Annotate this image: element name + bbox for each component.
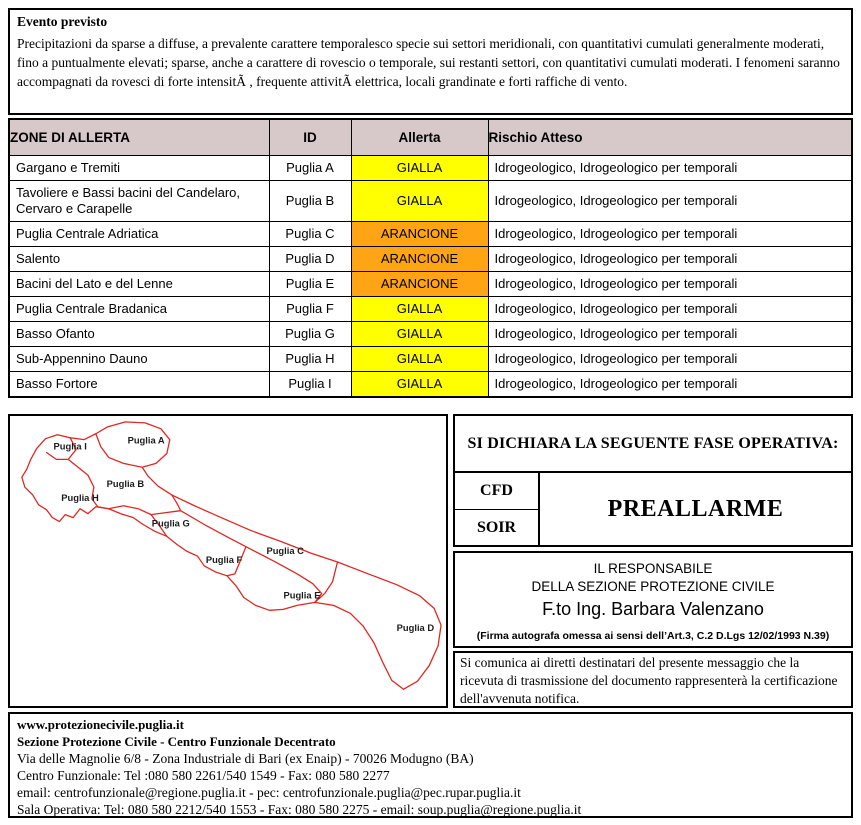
zone-name-cell: Bacini del Lato e del Lenne xyxy=(9,271,269,296)
zone-id-cell: Puglia I xyxy=(269,371,351,397)
soir-label: SOIR xyxy=(455,510,540,545)
allerta-level-cell: ARANCIONE xyxy=(351,271,488,296)
footer-line: Sala Operativa: Tel: 080 580 2212/540 1553 - Fax: 080 580 2275 - email: soup.puglia@regione.puglia.it xyxy=(17,802,582,817)
map-zone-label: Puglia E xyxy=(283,590,321,601)
map-zone-label: Puglia A xyxy=(127,435,165,446)
map-zone-label: Puglia I xyxy=(53,441,87,452)
alert-zones-table xyxy=(8,118,853,398)
header-id: ID xyxy=(269,119,351,155)
rischio-cell: Idrogeologico, Idrogeologico per temporali xyxy=(488,155,852,180)
footer-line: Via delle Magnolie 6/8 - Zona Industriale di Bari (ex Enaip) - 70026 Modugno (BA) xyxy=(17,751,474,766)
cfd-label: CFD xyxy=(455,473,540,510)
responsabile-box xyxy=(453,551,853,648)
table-row xyxy=(9,155,852,180)
allerta-level-cell: GIALLA xyxy=(351,371,488,397)
table-row xyxy=(9,221,852,246)
footer-line: www.protezionecivile.puglia.it xyxy=(17,717,184,732)
footer-line: email: centrofunzionale@regione.puglia.it - pec: centrofunzionale.puglia@pec.rupar.puglia.it xyxy=(17,785,521,800)
alert-table-body xyxy=(9,155,852,397)
zone-id-cell: Puglia A xyxy=(269,155,351,180)
zone-name-cell: Basso Ofanto xyxy=(9,321,269,346)
rischio-cell: Idrogeologico, Idrogeologico per temporali xyxy=(488,271,852,296)
allerta-level-cell: GIALLA xyxy=(351,321,488,346)
zone-id-cell: Puglia C xyxy=(269,221,351,246)
zone-id-cell: Puglia E xyxy=(269,271,351,296)
zone-name-cell: Puglia Centrale Adriatica xyxy=(9,221,269,246)
zone-c-inland-border xyxy=(181,511,322,603)
allerta-level-cell: GIALLA xyxy=(351,155,488,180)
table-row xyxy=(9,271,852,296)
zone-id-cell: Puglia G xyxy=(269,321,351,346)
map-zone-label: Puglia H xyxy=(61,492,99,503)
puglia-zones-map-box xyxy=(8,414,448,708)
table-row xyxy=(9,296,852,321)
allerta-level-cell: GIALLA xyxy=(351,346,488,371)
zone-id-cell: Puglia B xyxy=(269,180,351,221)
footer-line: Sezione Protezione Civile - Centro Funzionale Decentrato xyxy=(17,734,336,749)
rischio-cell: Idrogeologico, Idrogeologico per temporali xyxy=(488,371,852,397)
map-zone-label: Puglia C xyxy=(266,546,304,557)
map-zone-label: Puglia G xyxy=(151,518,190,529)
table-row xyxy=(9,321,852,346)
zone-name-cell: Puglia Centrale Bradanica xyxy=(9,296,269,321)
rischio-cell: Idrogeologico, Idrogeologico per temporali xyxy=(488,321,852,346)
allerta-level-cell: ARANCIONE xyxy=(351,221,488,246)
header-zone-di-allerta: ZONE DI ALLERTA xyxy=(9,119,269,155)
fase-operativa-grid xyxy=(455,473,851,545)
responsabile-role-line2: DELLA SEZIONE PROTEZIONE CIVILE xyxy=(531,579,775,594)
zone-name-cell: Gargano e Tremiti xyxy=(9,155,269,180)
puglia-map-svg xyxy=(10,416,446,706)
map-zone-label: Puglia B xyxy=(106,479,145,490)
zone-name-cell: Basso Fortore xyxy=(9,371,269,397)
responsabile-role-line1: IL RESPONSABILE xyxy=(593,561,713,576)
evento-previsto-text: Precipitazioni da sparse a diffuse, a prevalente carattere temporalesco specie sui settori meridionali, con quantitativi cumulati generalmente moderati, fino a puntualmente elevati; sparse, anche a carattere di rovescio o temporale, sui restanti settori, con quantitativi cumulati moderati. I fenomeni saranno accompagnati da rovesci di forte intensitÃ , frequente attivitÃ elettrica, locali grandinate e forti raffiche di vento. xyxy=(17,36,840,89)
table-header-row xyxy=(9,119,852,155)
rischio-cell: Idrogeologico, Idrogeologico per temporali xyxy=(488,346,852,371)
table-row xyxy=(9,246,852,271)
table-row xyxy=(9,180,852,221)
allerta-level-cell: GIALLA xyxy=(351,296,488,321)
rischio-cell: Idrogeologico, Idrogeologico per temporali xyxy=(488,246,852,271)
fase-value: PREALLARME xyxy=(607,495,784,522)
evento-previsto-title: Evento previsto xyxy=(17,14,108,29)
zone-name-cell: Salento xyxy=(9,246,269,271)
notifica-box: Si comunica ai diretti destinatari del presente messaggio che la ricevuta di trasmissione del documento rappresenterà la certificazione dell'avvenuta notifica. xyxy=(453,651,853,708)
fase-operativa-title: SI DICHIARA LA SEGUENTE FASE OPERATIVA: xyxy=(455,416,851,473)
firma-note: (Firma autografa omessa ai sensi dell’Art.3, C.2 D.Lgs 12/02/1993 N.39) xyxy=(476,630,830,642)
rischio-cell: Idrogeologico, Idrogeologico per temporali xyxy=(488,221,852,246)
allerta-level-cell: ARANCIONE xyxy=(351,246,488,271)
zone-name-cell: Sub-Appennino Dauno xyxy=(9,346,269,371)
zone-id-cell: Puglia F xyxy=(269,296,351,321)
map-zone-label: Puglia F xyxy=(205,554,243,565)
footer-line: Centro Funzionale: Tel :080 580 2261/540 1549 - Fax: 080 580 2277 xyxy=(17,768,390,783)
zone-id-cell: Puglia H xyxy=(269,346,351,371)
responsabile-name: F.to Ing. Barbara Valenzano xyxy=(542,599,764,619)
fase-operativa-box xyxy=(453,414,853,547)
rischio-cell: Idrogeologico, Idrogeologico per temporali xyxy=(488,180,852,221)
zone-id-cell: Puglia D xyxy=(269,246,351,271)
header-allerta: Allerta xyxy=(351,119,488,155)
table-row xyxy=(9,371,852,397)
footer-contacts-box xyxy=(8,712,853,818)
evento-previsto-box xyxy=(8,8,853,115)
table-row xyxy=(9,346,852,371)
rischio-cell: Idrogeologico, Idrogeologico per temporali xyxy=(488,296,852,321)
allerta-level-cell: GIALLA xyxy=(351,180,488,221)
header-rischio-atteso: Rischio Atteso xyxy=(488,119,852,155)
map-zone-label: Puglia D xyxy=(396,623,435,634)
zone-name-cell: Tavoliere e Bassi bacini del Candelaro, Cervaro e Carapelle xyxy=(9,180,269,221)
